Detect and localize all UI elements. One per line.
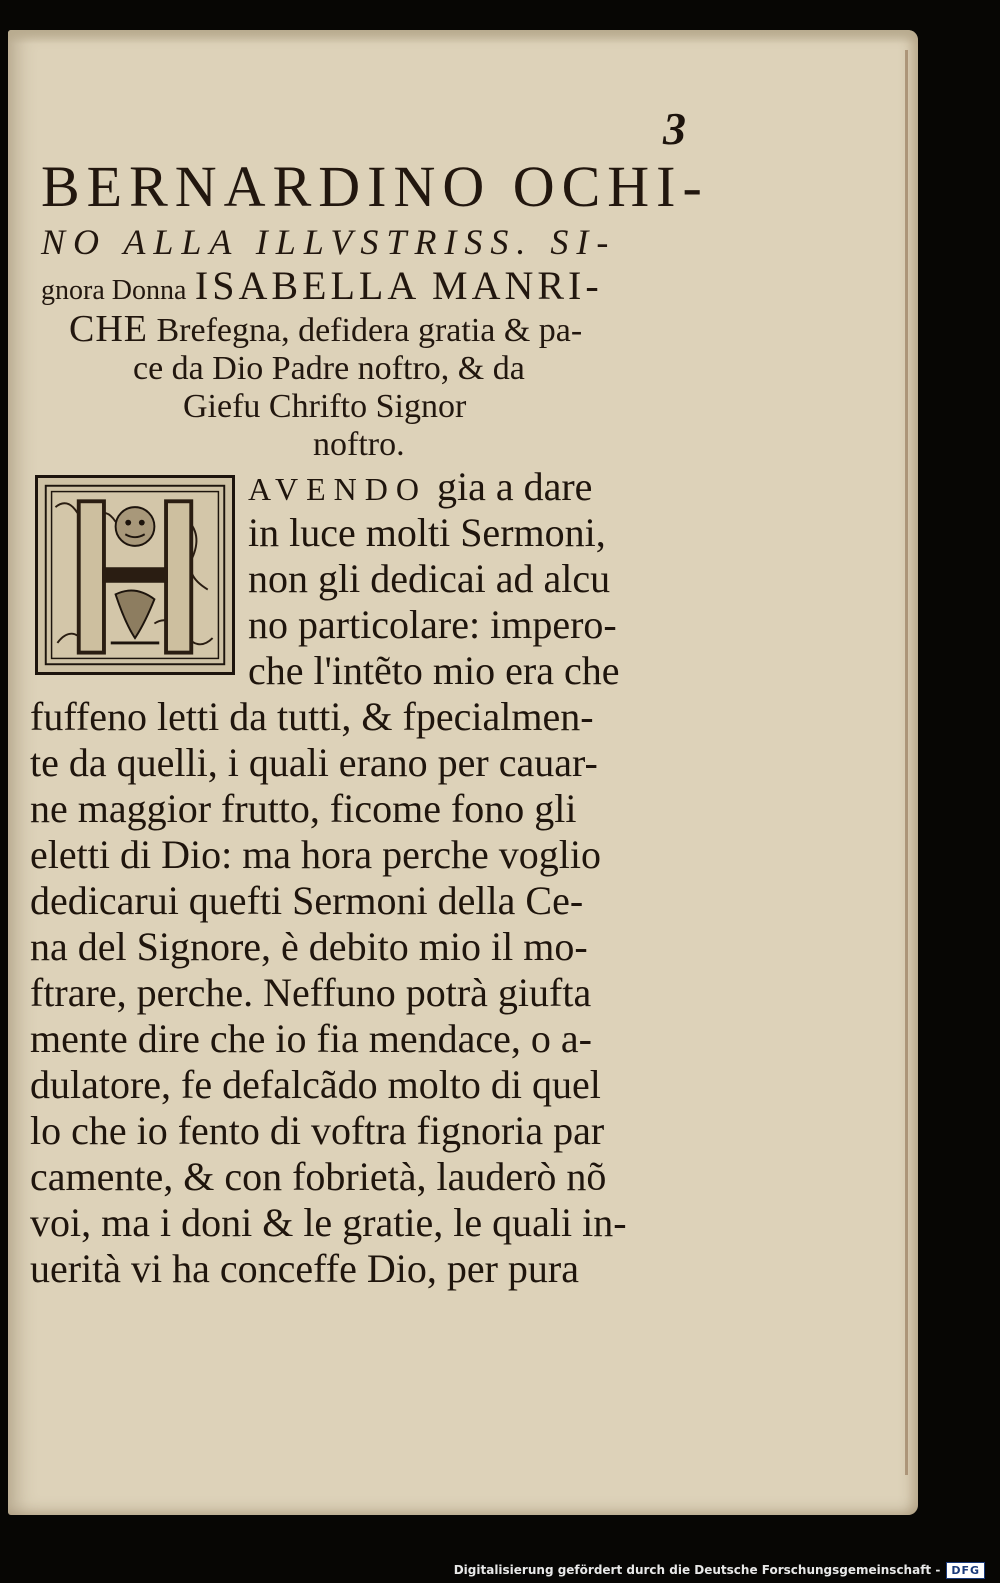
opening-word: AVENDO xyxy=(248,471,427,507)
body-line: lo che io fento di voftra fignoria par xyxy=(30,1108,605,1153)
body-line: uerità vi ha conceffe Dio, per pura xyxy=(30,1246,580,1291)
heading-line-5: ce da Dio Padre noftro, & da xyxy=(133,350,525,387)
dedication-heading xyxy=(33,140,709,463)
page-right-edge xyxy=(905,50,908,1475)
body-line: na del Signore, è debito mio il mo- xyxy=(30,924,588,969)
body-line: dulatore, fe defalcãdo molto di quel xyxy=(30,1062,601,1107)
page-number: 3 xyxy=(663,103,686,154)
heading-line-2: NO ALLA ILLVSTRISS. SI- xyxy=(41,222,617,262)
body-text xyxy=(30,464,680,1292)
footer-credit: Digitalisierung gefördert durch die Deutsche Forschungsgemeinschaft - xyxy=(453,1563,941,1577)
heading-line-4 xyxy=(69,310,683,348)
heading-line-1: BERNARDINO OCHI- xyxy=(41,154,709,219)
body-line: camente, & con fobrietà, lauderò nõ xyxy=(30,1154,607,1199)
body-line: in luce molti Sermoni, xyxy=(248,510,606,555)
body-line: non gli dedicai ad alcu xyxy=(248,556,611,601)
body-line: te da quelli, i quali erano per cauar- xyxy=(30,740,598,785)
body-line-1 xyxy=(30,464,680,510)
digitization-footer xyxy=(454,1559,985,1581)
heading-line-4-rest: Brefegna, defidera gratia & pa- xyxy=(148,312,583,349)
body-line: ne maggior frutto, ficome fono gli xyxy=(30,786,577,831)
heading-line-4-caps: CHE xyxy=(69,308,148,350)
body-line: voi, ma i doni & le gratie, le quali in- xyxy=(30,1200,627,1245)
body-line: ftrare, perche. Neffuno potrà giufta xyxy=(30,970,592,1015)
dfg-logo: DFG xyxy=(946,1562,985,1579)
body-line: dedicarui quefti Sermoni della Ce- xyxy=(30,878,584,923)
heading-line-3 xyxy=(41,263,683,308)
heading-line-7: noftro. xyxy=(313,426,405,463)
book-page xyxy=(8,30,918,1515)
body-line: che l'intẽto mio era che xyxy=(248,648,620,693)
heading-line-3-caps: ISABELLA MANRI- xyxy=(194,263,603,308)
body-line: no particolare: impero- xyxy=(248,602,617,647)
body-line: fuffeno letti da tutti, & fpecialmen- xyxy=(30,694,594,739)
heading-line-6: Giefu Chrifto Signor xyxy=(183,388,467,425)
body-line: eletti di Dio: ma hora perche voglio xyxy=(30,832,601,877)
body-line-1-rest: gia a dare xyxy=(426,464,593,509)
heading-line-3-small: gnora Donna xyxy=(41,275,187,306)
body-line: mente dire che io fia mendace, o a- xyxy=(30,1016,592,1061)
page-edge xyxy=(8,30,918,44)
